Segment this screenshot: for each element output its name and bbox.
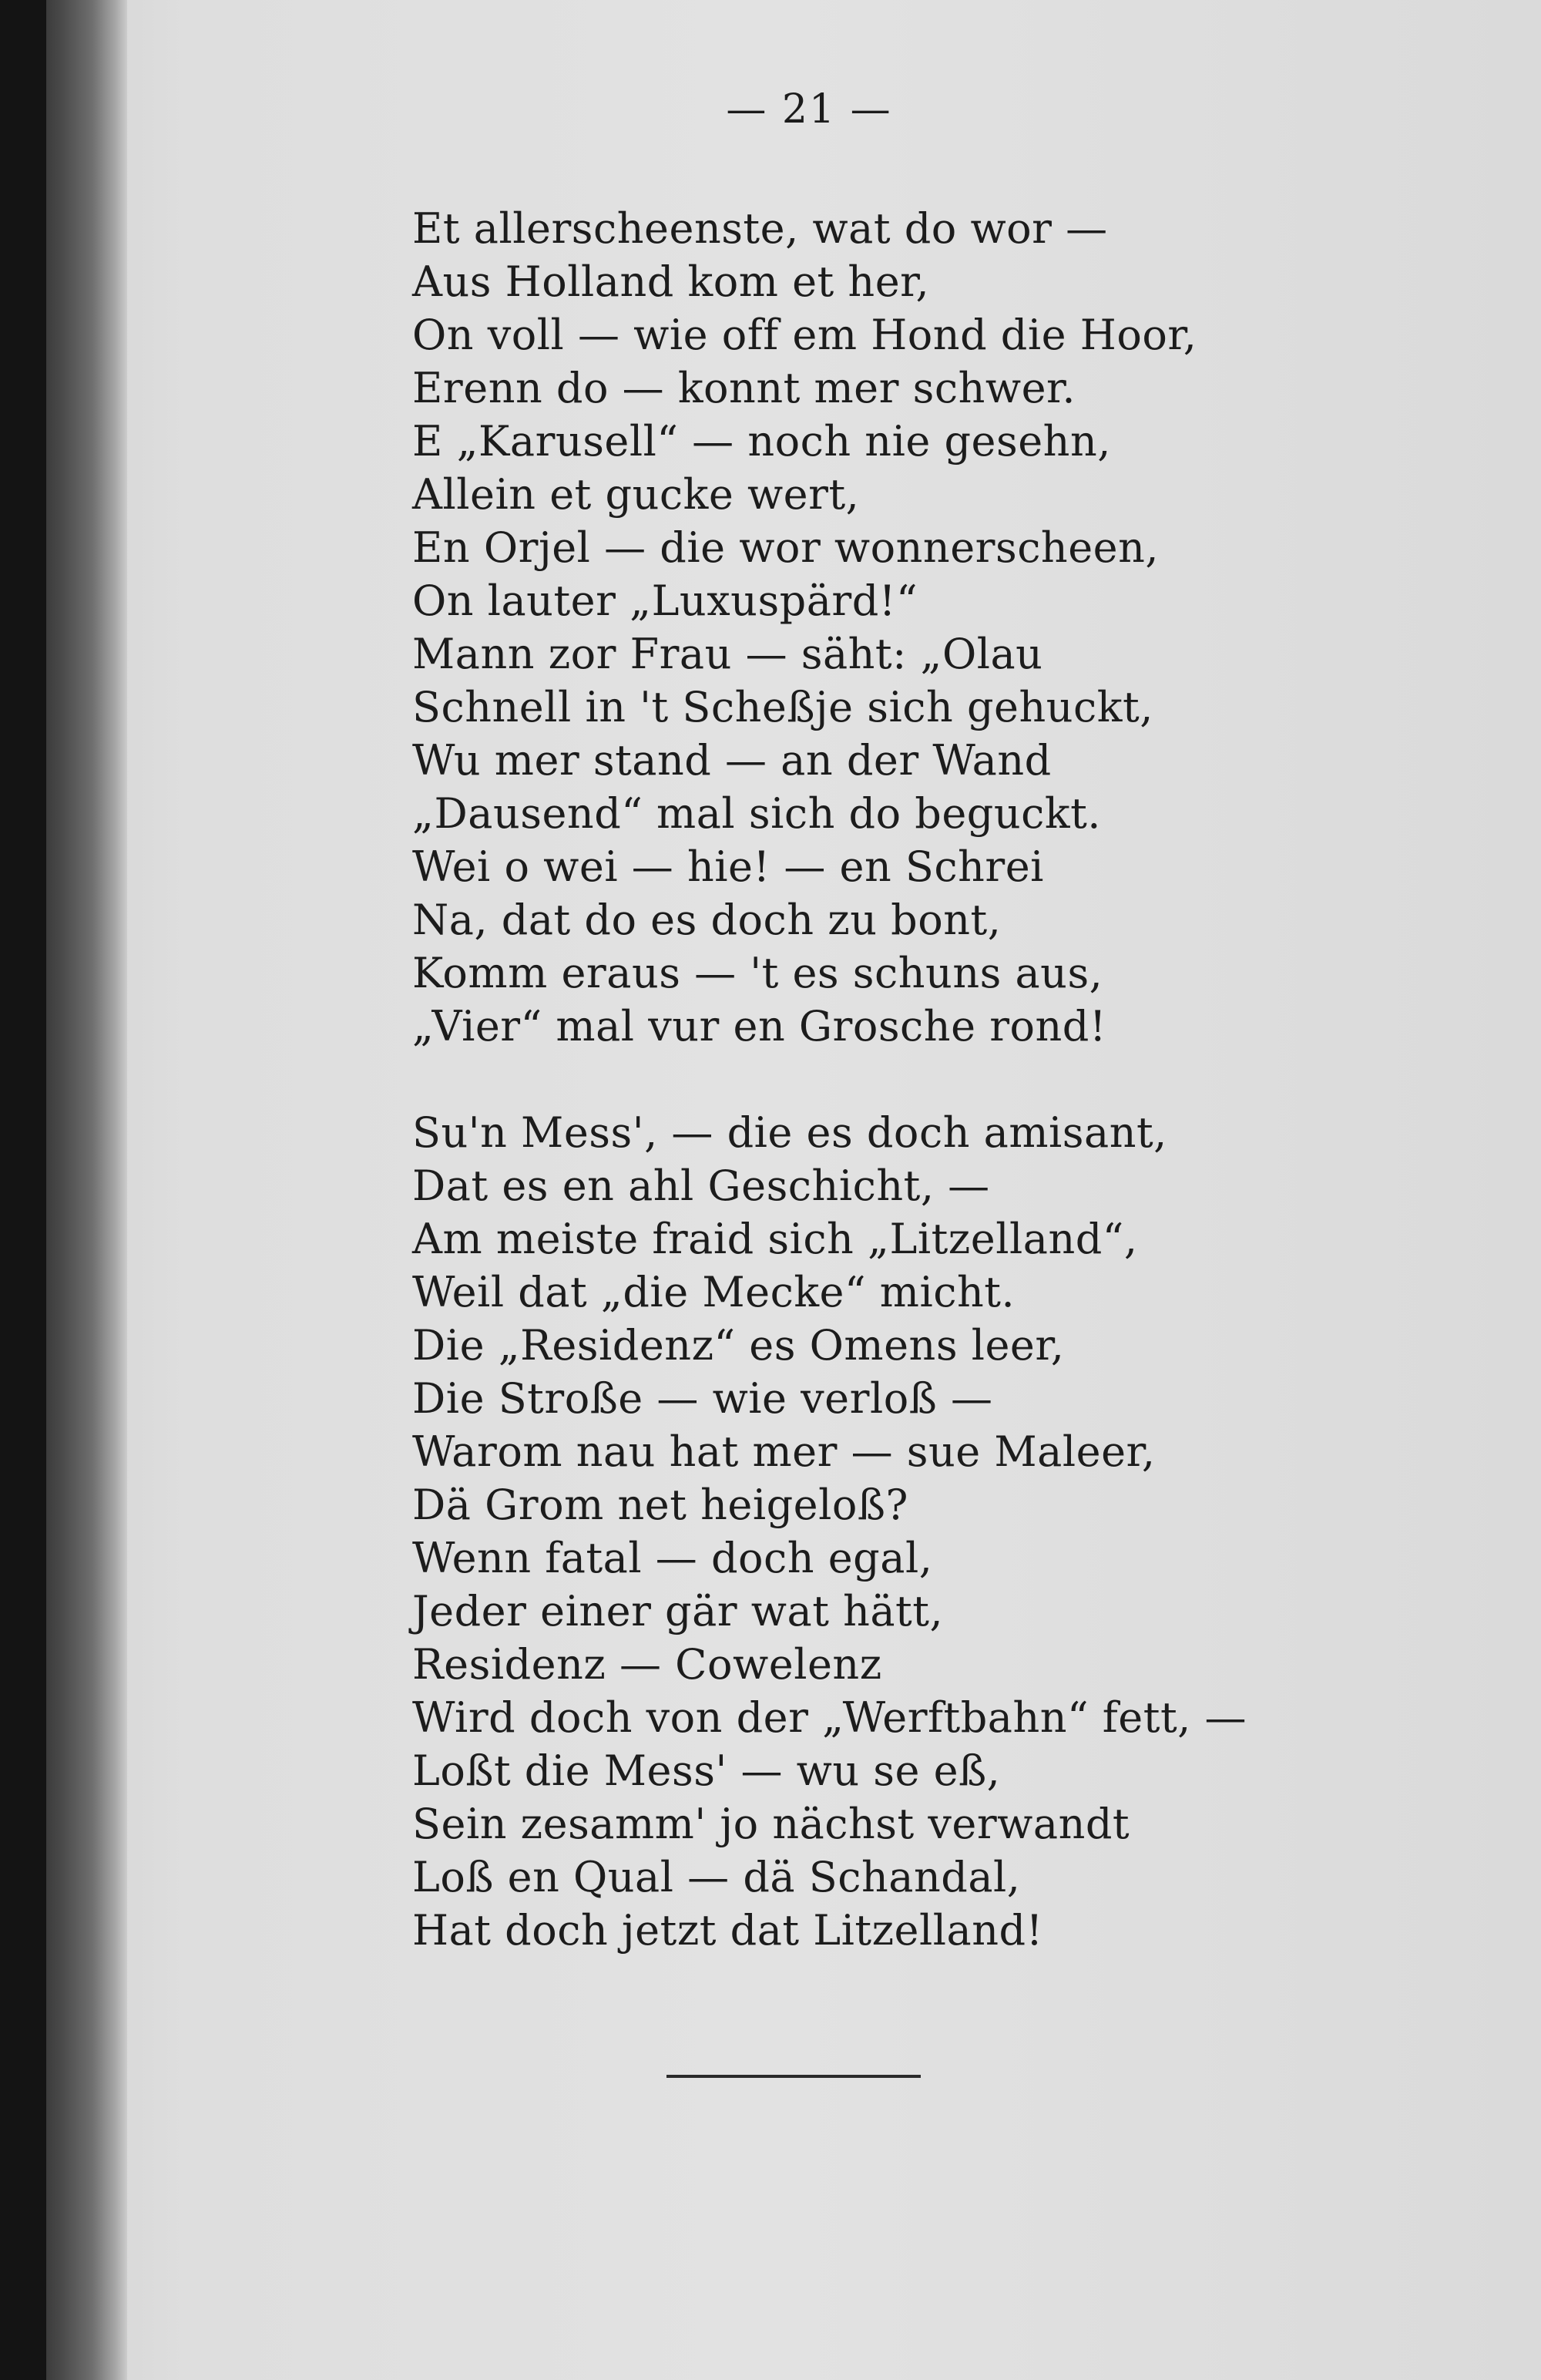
poem-line: On voll — wie off em Hond die Hoor, [412, 311, 1197, 359]
poem-line: En Orjel — die wor wonnerscheen, [412, 523, 1160, 572]
poem-line: „Vier“ mal vur en Grosche rond! [412, 1002, 1107, 1050]
poem-line: Dat es en ahl Geschicht, — [412, 1161, 990, 1210]
poem-line: Am meiste fraid sich „Litzelland“, [412, 1215, 1138, 1263]
poem-line: Erenn do — konnt mer schwer. [412, 364, 1076, 412]
page-binding-shadow [0, 0, 127, 2380]
poem-line: Hat doch jetzt dat Litzelland! [412, 1906, 1043, 1955]
poem-line: Dä Grom net heigeloß? [412, 1481, 908, 1529]
poem-line: Die Stroße — wie verloß — [412, 1374, 993, 1423]
binding-edge [0, 0, 46, 2380]
poem-line: Die „Residenz“ es Omens leer, [412, 1321, 1065, 1370]
poem-line: E „Karusell“ — noch nie gesehn, [412, 417, 1111, 466]
poem-line: Schnell in 't Scheßje sich gehuckt, [412, 683, 1153, 731]
poem-line: Loß en Qual — dä Schandal, [412, 1853, 1021, 1901]
end-divider-rule [666, 2075, 921, 2078]
poem-line: Weil dat „die Mecke“ micht. [412, 1268, 1016, 1316]
poem-line: Komm eraus — 't es schuns aus, [412, 949, 1103, 997]
poem-line: Allein et gucke wert, [412, 470, 860, 519]
poem-line: Wei o wei — hie! — en Schrei [412, 842, 1044, 891]
poem-line: Wu mer stand — an der Wand [412, 736, 1052, 785]
poem-line: Loßt die Mess' — wu se eß, [412, 1746, 1001, 1795]
poem-line: Jeder einer gär wat hätt, [412, 1587, 944, 1635]
poem-line: Wenn fatal — doch egal, [412, 1534, 933, 1582]
poem-line: Mann zor Frau — säht: „Olau [412, 630, 1043, 678]
poem-line: Aus Holland kom et her, [412, 257, 930, 306]
poem-stanza-2 [412, 1106, 1247, 1957]
poem-line: Su'n Mess', — die es doch amisant, [412, 1108, 1167, 1157]
poem-line: „Dausend“ mal sich do beguckt. [412, 789, 1101, 838]
poem-line: Wird doch von der „Werftbahn“ fett, — [412, 1693, 1247, 1742]
poem-line: Warom nau hat mer — sue Maleer, [412, 1427, 1156, 1476]
poem-line: Na, dat do es doch zu bont, [412, 896, 1002, 944]
poem-line: Residenz — Cowelenz [412, 1640, 882, 1689]
poem-line: Et allerscheenste, wat do wor — [412, 204, 1108, 253]
poem-line: On lauter „Luxuspärd!“ [412, 577, 918, 625]
page-number: — 21 — [726, 86, 892, 133]
poem-line: Sein zesamm' jo nächst verwandt [412, 1800, 1130, 1848]
poem-stanza-1 [412, 202, 1197, 1053]
